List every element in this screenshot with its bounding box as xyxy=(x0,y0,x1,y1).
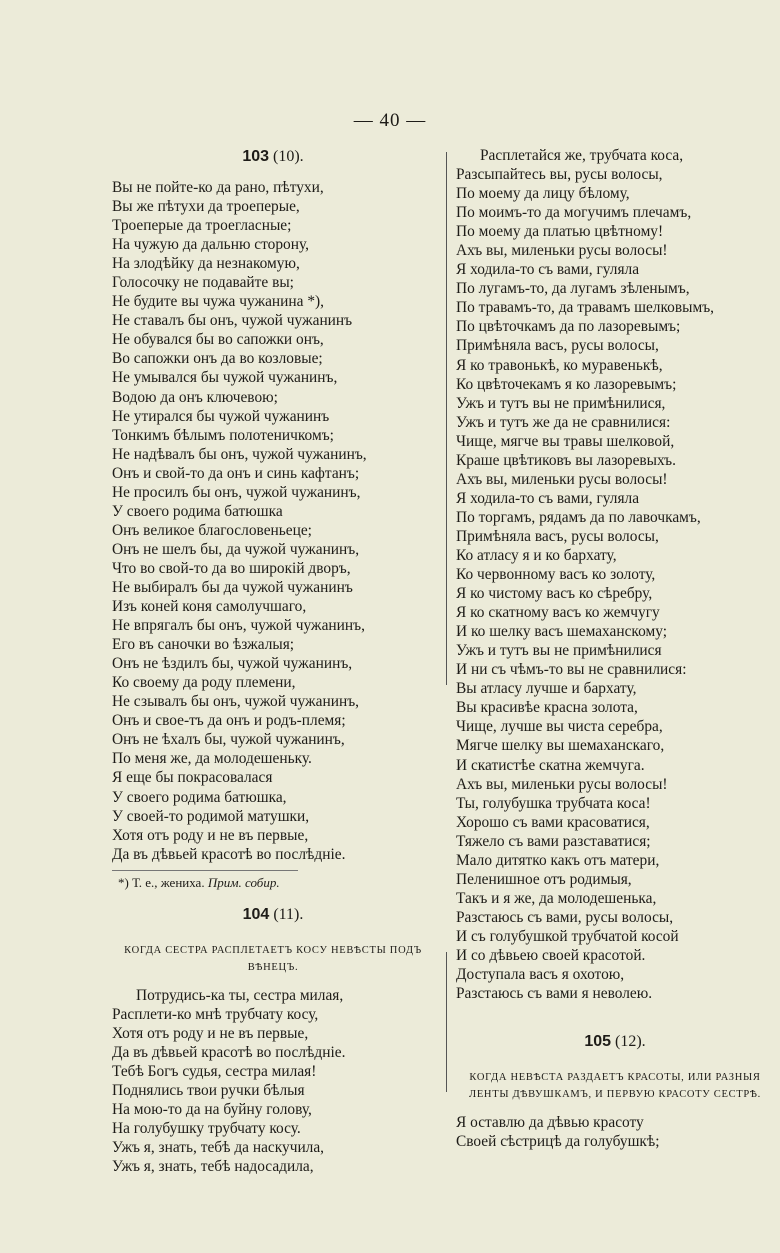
poem-line: Онъ и свой-то да онъ и синь кафтанъ; xyxy=(112,464,360,482)
poem-line: На мою-то да на буйну голову, xyxy=(112,1100,312,1118)
poem-line: Я ходила-то съ вами, гуляла xyxy=(456,489,640,507)
poem-line: По меня же, да молодешеньку. xyxy=(112,750,312,768)
poem-line: Я ко чистому васъ ко сѣребру, xyxy=(456,585,653,603)
poem-line: Не утирался бы чужой чужанинъ xyxy=(112,407,330,425)
column-divider xyxy=(446,152,447,685)
poem-line: Онъ не ѣхалъ бы, чужой чужанинъ, xyxy=(112,731,345,749)
poem-line: Ужъ и тутъ же да не сравнилися: xyxy=(456,413,671,431)
poem-line: Ужъ и тутъ вы не примѣнилися, xyxy=(456,394,666,412)
section-105-poem xyxy=(456,1113,774,1151)
poem-line: Расплети-ко мнѣ трубчату косу, xyxy=(112,1005,319,1023)
section-105-number: 105 xyxy=(584,1033,612,1051)
poem-line: По торгамъ, рядамъ да по лавочкамъ, xyxy=(456,508,701,526)
page-number: — 40 — xyxy=(353,110,427,131)
column-divider-lower xyxy=(446,952,447,1092)
poem-line: Примѣняла васъ, русы волосы, xyxy=(456,337,659,355)
poem-line: И ко шелку васъ шемаханскому; xyxy=(456,623,668,641)
poem-line: Вы же пѣтухи да троеперые, xyxy=(112,198,300,216)
section-104-sub: (11). xyxy=(273,905,304,923)
poem-line: Ахъ вы, миленьки русы волосы! xyxy=(456,242,668,260)
poem-line: Троеперые да троегласные; xyxy=(112,217,292,235)
poem-line: По моему да платью цвѣтному! xyxy=(456,223,664,241)
poem-line: На голубушку трубчату косу. xyxy=(112,1120,301,1138)
poem-line: Ко атласу я и ко бархату, xyxy=(456,546,617,564)
poem-line: Поднялись твои ручки бѣлыя xyxy=(112,1081,305,1099)
poem-line: Чище, лучше вы чиста серебра, xyxy=(456,718,663,736)
poem-line: Расплетайся же, трубчата коса, xyxy=(480,147,684,164)
section-103-sub: (10). xyxy=(273,148,304,165)
poem-line: И съ голубушкой трубчатой косой xyxy=(456,927,679,945)
section-103-heading xyxy=(112,146,434,178)
footnote-note: Прим. собир. xyxy=(207,874,280,890)
poem-line: Не впрягалъ бы онъ, чужой чужанинъ, xyxy=(112,617,365,635)
poem-line: Ты, голубушка трубчата коса! xyxy=(456,794,651,812)
poem-line: Да въ дѣвьей красотѣ во послѣдніе. xyxy=(112,1043,346,1061)
poem-line: У своей-то родимой матушки, xyxy=(112,807,310,825)
section-104-number: 104 xyxy=(242,905,270,923)
poem-line: Его въ саночки во ѣзжалыя; xyxy=(112,636,295,654)
poem-line: И скатистѣе скатна жемчуга. xyxy=(456,756,645,774)
poem-line: Не ставалъ бы онъ, чужой чужанинъ xyxy=(112,312,353,330)
poem-line: Да въ дѣвьей красотѣ во послѣдніе. xyxy=(112,845,346,863)
poem-line: Примѣняла васъ, русы волосы, xyxy=(456,527,659,545)
poem-line: Разстаюсь съ вами я неволею. xyxy=(456,985,653,1003)
section-105-caption: КОГДА НЕВѢСТА РАЗДАЕТЪ КРАСОТЫ, ИЛИ РАЗНЫЯ ЛЕНТЫ ДѢВУШКАМЪ, И ПЕРВУЮ КРАСОТУ СЕСТРѢ. xyxy=(469,1072,761,1101)
poem-line: Во сапожки онъ да во козловые; xyxy=(112,350,323,368)
poem-line: Не сзывалъ бы онъ, чужой чужанинъ, xyxy=(112,693,360,711)
section-103-number: 103 xyxy=(242,148,270,165)
poem-line: И ни съ чѣмъ-то вы не сравнилися: xyxy=(456,661,687,679)
poem-line: По моему да лицу бѣлому, xyxy=(456,185,630,203)
poem-line: Мало дитятко какъ отъ матери, xyxy=(456,851,660,869)
poem-line: Онъ великое благословеньеце; xyxy=(112,521,312,539)
poem-line: Не просилъ бы онъ, чужой чужанинъ, xyxy=(112,483,361,501)
poem-line: Не умывался бы чужой чужанинъ, xyxy=(112,369,338,387)
poem-line: Онъ не шелъ бы, да чужой чужанинъ, xyxy=(112,540,360,558)
poem-line: Я ходила-то съ вами, гуляла xyxy=(456,261,640,279)
poem-line: Я ко травонькѣ, ко муравенькѣ, xyxy=(456,356,663,374)
poem-line: Разсыпайтесь вы, русы волосы, xyxy=(456,166,663,184)
left-column xyxy=(112,146,434,1176)
poem-line: Хотя отъ роду и не въ первые, xyxy=(112,1024,309,1042)
poem-line: Ужъ и тутъ вы не примѣнилися xyxy=(456,642,662,660)
poem-line: Чище, мягче вы травы шелковой, xyxy=(456,432,675,450)
poem-line: Что во свой-то да во широкій дворъ, xyxy=(112,559,351,577)
poem-line: Изъ коней коня самолучшаго, xyxy=(112,598,307,616)
poem-line: Водою да онъ ключевою; xyxy=(112,388,278,406)
poem-line: Потрудись-ка ты, сестра милая, xyxy=(136,986,344,1004)
poem-line: Тонкимъ бѣлымъ полотеничкомъ; xyxy=(112,426,334,444)
poem-line: На злодѣйку да незнакомую, xyxy=(112,255,300,273)
section-104-caption: КОГДА СЕСТРА РАСПЛЕТАЕТЪ КОСУ НЕВѢСТЫ ПОДЪ ВѢНЕЦЪ. xyxy=(124,944,422,973)
poem-line: Я ко скатному васъ ко жемчугу xyxy=(456,604,660,622)
poem-line: И со дѣвьею своей красотой. xyxy=(456,946,646,964)
poem-line: Ахъ вы, миленьки русы волосы! xyxy=(456,775,668,793)
poem-line: Ужъ я, знать, тебѣ надосадила, xyxy=(112,1158,314,1176)
poem-line: На чужую да дальню сторону, xyxy=(112,236,309,254)
poem-line: Я оставлю да дѣвью красоту xyxy=(456,1114,644,1132)
poem-line: Ко червонному васъ ко золоту, xyxy=(456,566,656,584)
poem-line: Голосочку не подавайте вы; xyxy=(112,274,294,292)
poem-line: Вы красивѣе красна золота, xyxy=(456,699,638,717)
poem-line: Ужъ я, знать, тебѣ да наскучила, xyxy=(112,1139,325,1157)
footnote xyxy=(112,870,298,892)
poem-line: Хотя отъ роду и не въ первые, xyxy=(112,826,309,844)
poem-line: Хорошо съ вами красоватися, xyxy=(456,813,650,831)
poem-line: Краше цвѣтиковъ вы лазоревыхъ. xyxy=(456,451,676,469)
poem-line: Вы не пойте-ко да рано, пѣтухи, xyxy=(112,179,324,196)
section-105-sub: (12). xyxy=(615,1033,646,1051)
poem-line: У своего родима батюшка xyxy=(112,502,283,520)
poem-line: Не выбиралъ бы да чужой чужанинъ xyxy=(112,578,353,596)
poem-line: По моимъ-то да могучимъ плечамъ, xyxy=(456,204,692,222)
poem-line: Не надѣвалъ бы онъ, чужой чужанинъ, xyxy=(112,445,367,463)
poem-line: Ахъ вы, миленьки русы волосы! xyxy=(456,470,668,488)
poem-line: Вы атласу лучше и бархату, xyxy=(456,680,637,698)
poem-line: Мягче шелку вы шемаханскаго, xyxy=(456,737,665,755)
poem-line: Ко цвѣточекамъ я ко лазоревымъ; xyxy=(456,375,677,393)
poem-line: По цвѣточкамъ да по лазоревымъ; xyxy=(456,318,681,336)
poem-line: Я еще бы покрасовалася xyxy=(112,769,273,787)
section-103-poem xyxy=(112,178,434,864)
section-104-heading xyxy=(112,904,434,936)
section-105-heading xyxy=(456,1031,774,1063)
poem-line: По травамъ-то, да травамъ шелковымъ, xyxy=(456,299,715,317)
section-104-poem-continued xyxy=(456,146,774,1003)
poem-line: Доступала васъ я охотою, xyxy=(456,966,625,984)
poem-line: Не будите вы чужа чужанина *), xyxy=(112,293,324,311)
right-column xyxy=(456,146,774,1151)
section-104-poem xyxy=(112,986,434,1176)
poem-line: Онъ не ѣздилъ бы, чужой чужанинъ, xyxy=(112,655,353,673)
poem-line: Онъ и свое-тъ да онъ и родъ-племя; xyxy=(112,712,346,730)
poem-line: У своего родима батюшка, xyxy=(112,788,287,806)
poem-line: Тебѣ Богъ судья, сестра милая! xyxy=(112,1062,317,1080)
poem-line: По лугамъ-то, да лугамъ зѣленымъ, xyxy=(456,280,690,298)
poem-line: Разстаюсь съ вами, русы волосы, xyxy=(456,908,674,926)
poem-line: Пеленишное отъ родимыя, xyxy=(456,870,632,888)
poem-line: Не обувался бы во сапожки онъ, xyxy=(112,331,324,349)
poem-line: Тяжело съ вами разставатися; xyxy=(456,832,651,850)
poem-line: Ко своему да роду племени, xyxy=(112,674,296,692)
poem-line: Своей сѣстрицѣ да голубушкѣ; xyxy=(456,1133,660,1151)
poem-line: Такъ и я же, да молодешенька, xyxy=(456,889,657,907)
footnote-text: *) Т. е., жениха. xyxy=(118,874,205,890)
